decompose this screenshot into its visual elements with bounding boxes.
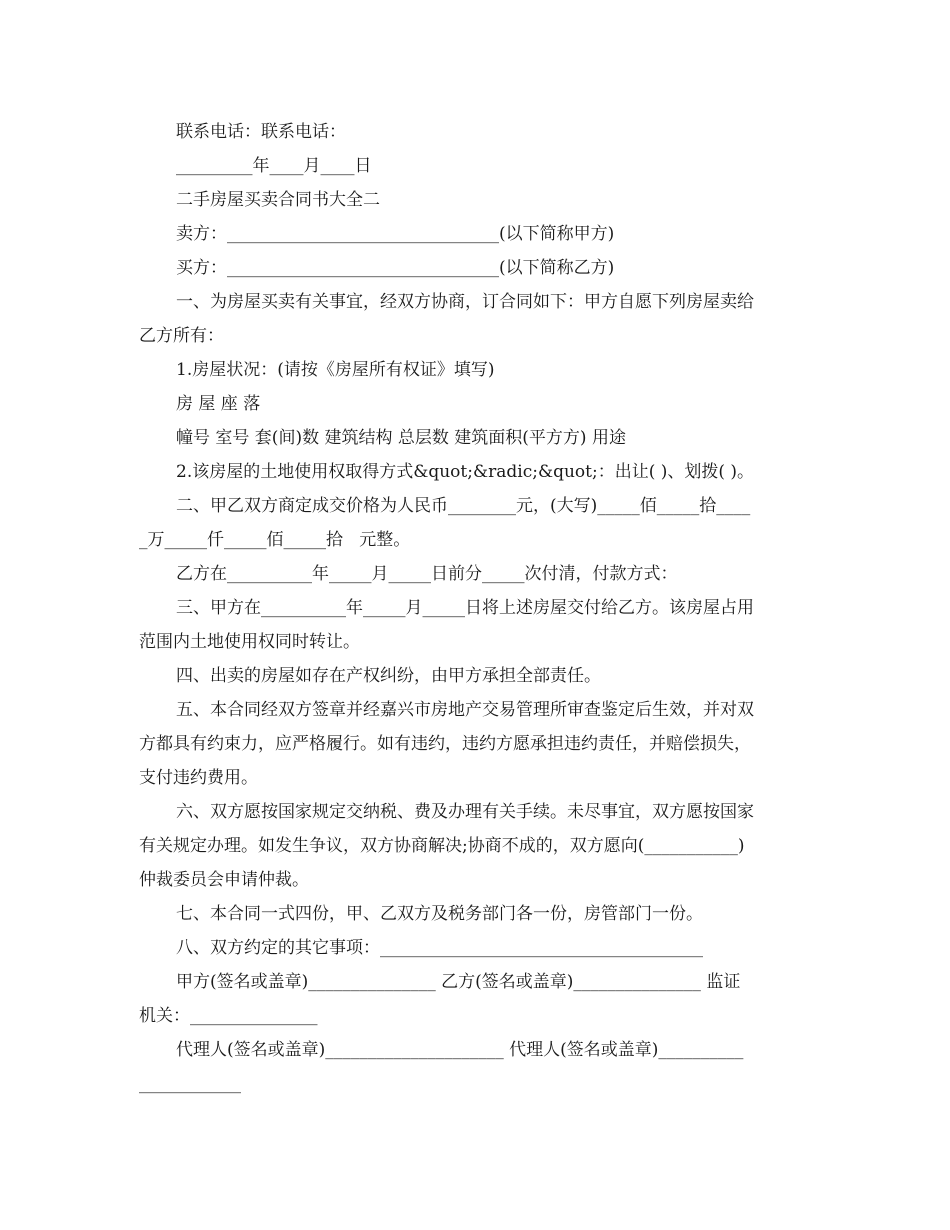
property-fields-line: 幢号 室号 套(间)数 建筑结构 总层数 建筑面积(平方方) 用途 [176,428,626,448]
clause-5-line-1: 五、本合同经双方签章并经嘉兴市房地产交易管理所审查鉴定后生效，并对双 [176,700,754,720]
clause-2-line-1: 二、甲乙双方商定成交价格为人民币________元，(大写)_____佰_____拾____ [176,496,751,516]
agent-signature-line-1: 代理人(签名或盖章)_____________________ 代理人(签名或盖章)__________ [176,1040,744,1060]
document-title: 二手房屋买卖合同书大全二 [176,190,380,210]
clause-6-line-3: 仲裁委员会申请仲裁。 [139,870,309,890]
clause-3-line-2: 范围内土地使用权同时转让。 [139,632,360,652]
property-location-line: 房 屋 座 落 [176,394,261,414]
clause-5-line-3: 支付违约费用。 [139,768,258,788]
signature-line-2: 机关：_______________ [139,1006,318,1026]
clause-2-line-2: _万_____仟_____佰_____拾 元整。 [139,530,411,550]
clause-6-line-1: 六、双方愿按国家规定交纳税、费及办理有关手续。未尽事宜，双方愿按国家 [176,802,754,822]
property-status-line: 1.房屋状况：(请按《房屋所有权证》填写) [176,360,495,380]
land-use-line: 2.该房屋的土地使用权取得方式&quot;&radic;&quot;：出让( )、划拨( )。 [176,462,755,482]
seller-line: 卖方：________________________________(以下简称甲方) [176,224,615,244]
clause-1-line-2: 乙方所有： [139,326,224,346]
clause-5-line-2: 方都具有约束力，应严格履行。如有违约，违约方愿承担违约责任，并赔偿损失， [139,734,751,754]
signature-line-1: 甲方(签名或盖章)_______________ 乙方(签名或盖章)_______________ 监证 [176,972,741,992]
clause-8-line: 八、双方约定的其它事项：______________________________________ [176,938,703,958]
buyer-line: 买方：________________________________(以下简称乙方) [176,258,615,278]
agent-signature-line-2: ____________ [139,1074,241,1094]
clause-7-line: 七、本合同一式四份，甲、乙双方及税务部门各一份，房管部门一份。 [176,904,703,924]
clause-6-line-2: 有关规定办理。如发生争议，双方协商解决;协商不成的，双方愿向(___________) [139,836,745,856]
clause-3-line-1: 三、甲方在__________年_____月_____日将上述房屋交付给乙方。该房屋占用 [176,598,754,618]
clause-4-line: 四、出卖的房屋如存在产权纠纷，由甲方承担全部责任。 [176,666,601,686]
contact-phone-line: 联系电话：联系电话： [176,122,346,142]
clause-1-line-1: 一、为房屋买卖有关事宜，经双方协商，订合同如下：甲方自愿下列房屋卖给 [176,292,754,312]
date-line: _________年____月____日 [176,156,372,176]
payment-line: 乙方在__________年_____月_____日前分_____次付清，付款方式： [176,564,678,584]
